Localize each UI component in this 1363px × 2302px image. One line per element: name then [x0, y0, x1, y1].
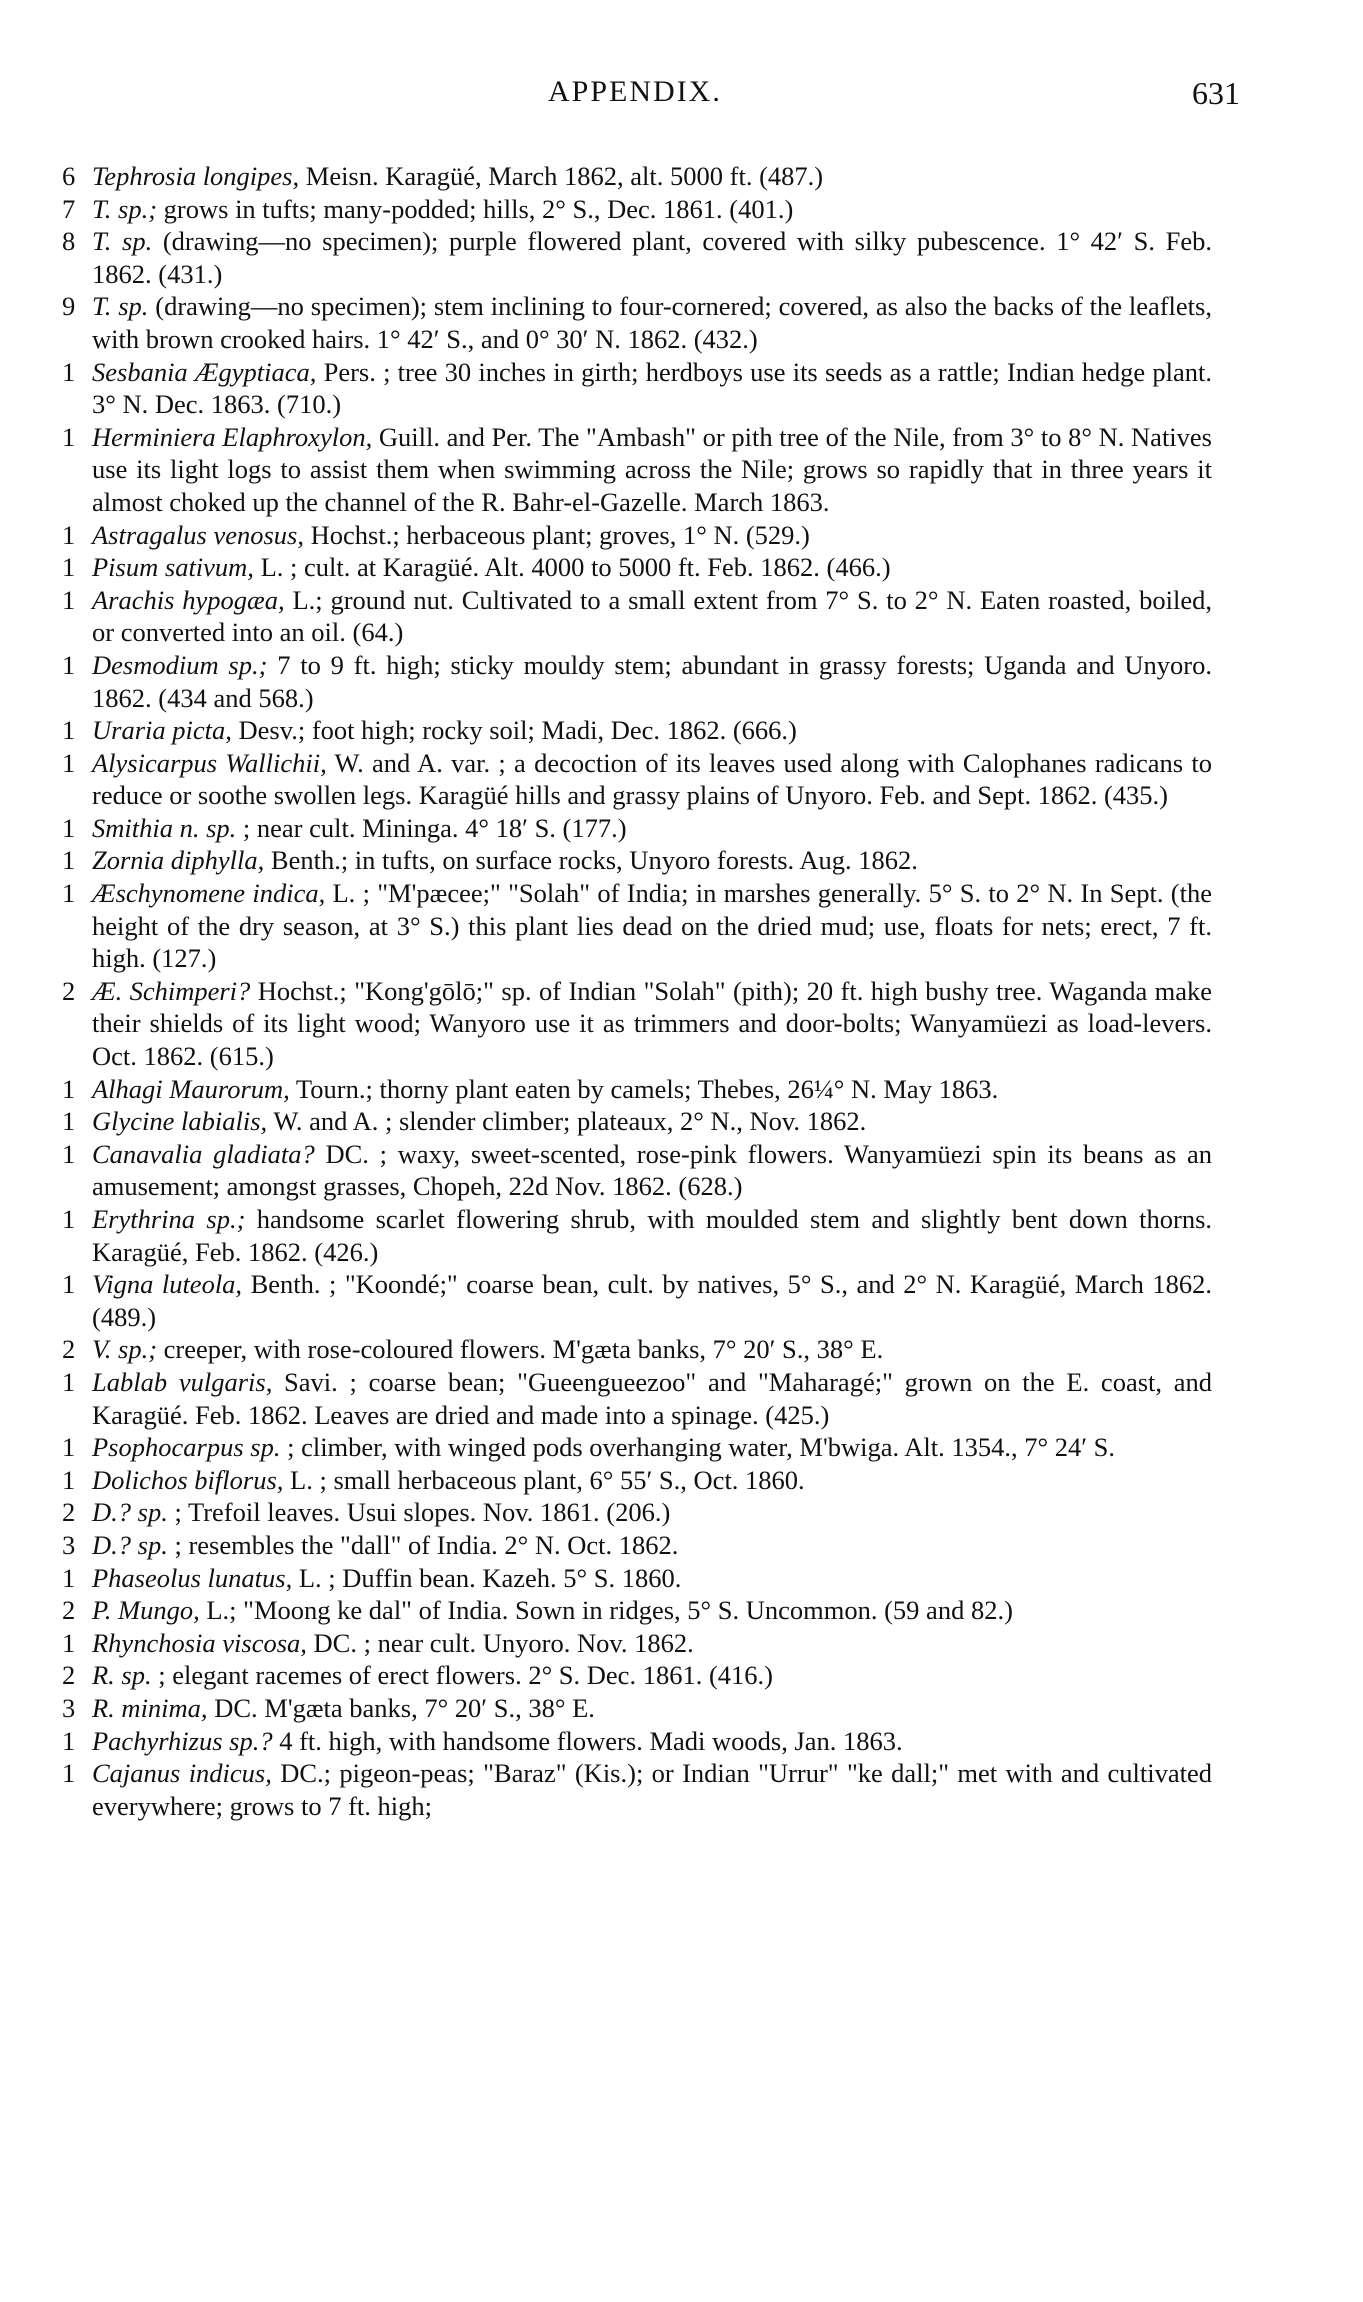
list-item [62, 1333, 1212, 1366]
list-item [62, 1757, 1212, 1822]
entry-description: W. and A. var. ; a decoction of its leaves used along with Calophanes radicans to reduce or soothe swollen legs. Karagüé hills and grassy plains of Unyoro. Feb. and Sept. 1862. (435.) [92, 747, 1213, 811]
species-name: Smithia n. sp. [92, 812, 237, 843]
entry-number: 3 [62, 1692, 76, 1723]
entry-description: Guill. and Per. The "Ambash" or pith tree of the Nile, from 3° to 8° N. Natives use its light logs to assist them when swimming across the Nile; grows so rapidly that in three years it almost choked up the channel of the R. Bahr-el-Gazelle. March 1863. [92, 421, 1212, 517]
entry-description: L. ; cult. at Karagüé. Alt. 4000 to 5000 ft. Feb. 1862. (466.) [253, 552, 891, 583]
list-item [62, 1105, 1212, 1138]
entry-description: L. ; Duffin bean. Kazeh. 5° S. 1860. [292, 1562, 682, 1593]
species-name: P. Mungo, [92, 1595, 200, 1626]
entry-description: Hochst.; herbaceous plant; groves, 1° N. (529.) [304, 519, 810, 550]
list-item [62, 1431, 1212, 1464]
entry-number: 2 [62, 1660, 76, 1691]
page-header [0, 75, 1363, 115]
entry-description: ; resembles the "dall" of India. 2° N. Oct. 1862. [167, 1529, 679, 1560]
entry-number: 1 [62, 1106, 76, 1137]
running-head: APPENDIX. [548, 75, 722, 108]
list-item [62, 812, 1212, 845]
entry-number: 1 [62, 715, 76, 746]
entry-description: DC.; pigeon-peas; "Baraz" (Kis.); or Indian "Urrur" "ke dall;" met with and cultivated everywhere; grows to 7 ft. high; [92, 1758, 1212, 1821]
list-item [62, 877, 1212, 975]
entry-description: L.; ground nut. Cultivated to a small extent from 7° S. to 2° N. Eaten roasted, boiled, or converted into an oil. (64.) [92, 584, 1213, 648]
list-item [62, 551, 1212, 584]
entry-number: 1 [62, 1562, 76, 1593]
list-item [62, 193, 1212, 226]
species-name: Alhagi Maurorum, [92, 1073, 290, 1104]
entry-number: 1 [62, 1269, 76, 1300]
entry-number: 6 [62, 161, 76, 191]
list-item [62, 1562, 1212, 1595]
entry-description: L.; "Moong ke dal" of India. Sown in ridges, 5° S. Uncommon. (59 and 82.) [199, 1595, 1013, 1626]
entry-description: Tourn.; thorny plant eaten by camels; Thebes, 26¼° N. May 1863. [289, 1073, 999, 1104]
entry-description: handsome scarlet flowering shrub, with moulded stem and slightly bent down thorns. Karagüé, Feb. 1862. (426.) [92, 1204, 1213, 1267]
entry-description: W. and A. ; slender climber; plateaux, 2° N., Nov. 1862. [267, 1106, 867, 1137]
list-item [62, 1725, 1212, 1758]
entry-number: 1 [62, 1627, 76, 1658]
list-item [62, 747, 1212, 812]
entry-description: Hochst.; "Kong'gōlō;" sp. of Indian "Solah" (pith); 20 ft. high bushy tree. Waganda make their shields of its light wood; Wanyoro use it as trimmers and door-bolts; Wanyamüezi as load-levers. Oct. 1862. (615.) [92, 975, 1213, 1072]
species-name: R. sp. [92, 1660, 152, 1691]
list-item [62, 1203, 1212, 1268]
entry-description: (drawing—no specimen); purple flowered plant, covered with silky pubescence. 1° 42′ S. Feb. 1862. (431.) [92, 226, 1212, 289]
entry-description: DC. ; near cult. Unyoro. Nov. 1862. [306, 1627, 694, 1658]
species-name: Erythrina sp.; [92, 1204, 246, 1234]
list-item [62, 1692, 1212, 1725]
list-item [62, 519, 1212, 552]
species-name: Æ. Schimperi? [92, 975, 251, 1006]
species-name: Desmodium sp.; [92, 649, 268, 680]
entry-number: 2 [62, 1595, 76, 1626]
list-item [62, 1659, 1212, 1692]
entry-description: Meisn. Karagüé, March 1862, alt. 5000 ft. (487.) [299, 161, 824, 191]
entry-number: 1 [62, 1073, 76, 1104]
entry-description: 7 to 9 ft. high; sticky mouldy stem; abundant in grassy forests; Uganda and Unyoro. 1862. (434 and 568.) [92, 649, 1212, 713]
species-name: Dolichos biflorus, [92, 1464, 284, 1495]
list-item [62, 584, 1212, 649]
list-item [62, 290, 1212, 355]
species-name: D.? sp. [92, 1529, 168, 1560]
entry-number: 1 [62, 1366, 76, 1397]
list-item [62, 160, 1212, 193]
species-name: Herminiera Elaphroxylon, [92, 421, 373, 452]
entry-number: 9 [62, 291, 76, 322]
entry-description: L. ; "M'pæcee;" "Solah" of India; in marshes generally. 5° S. to 2° N. In Sept. (the height of the dry season, at 3° S.) this plant lies dead on the dried mud; use, floats for nets; erect, 7 ft. high. (127.) [92, 878, 1212, 974]
entry-number: 1 [62, 878, 76, 909]
species-name: Cajanus indicus, [92, 1758, 272, 1789]
species-name: V. sp.; [92, 1334, 158, 1365]
entry-number: 1 [62, 812, 76, 843]
list-item [62, 1627, 1212, 1660]
list-item [62, 844, 1212, 877]
entry-number: 3 [62, 1529, 76, 1560]
entry-description: Pers. ; tree 30 inches in girth; herdboys use its seeds as a rattle; Indian hedge plant. 3° N. Dec. 1863. (710.) [92, 356, 1212, 420]
entry-description: ; elegant racemes of erect flowers. 2° S. Dec. 1861. (416.) [151, 1660, 773, 1691]
species-name: Pachyrhizus sp.? [92, 1725, 273, 1756]
entry-description: Benth.; in tufts, on surface rocks, Unyoro forests. Aug. 1862. [264, 845, 918, 876]
list-item [62, 1529, 1212, 1562]
entry-description: (drawing—no specimen); stem inclining to four-cornered; covered, as also the backs of the leaflets, with brown crooked hairs. 1° 42′ S., and 0° 30′ N. 1862. (432.) [92, 291, 1212, 354]
plant-list [62, 160, 1212, 1822]
species-name: T. sp. [92, 291, 149, 322]
page-number: 631 [1192, 75, 1240, 111]
entry-number: 1 [62, 519, 76, 550]
entry-number: 1 [62, 1432, 76, 1463]
entry-number: 1 [62, 845, 76, 876]
species-name: Phaseolus lunatus, [92, 1562, 293, 1593]
entry-number: 1 [62, 1204, 76, 1234]
species-name: Glycine labialis, [92, 1106, 268, 1137]
entry-description: ; climber, with winged pods overhanging water, M'bwiga. Alt. 1354., 7° 24′ S. [280, 1432, 1116, 1463]
entry-number: 8 [62, 226, 76, 257]
entry-description: L. ; small herbaceous plant, 6° 55′ S., Oct. 1860. [283, 1464, 805, 1495]
species-name: Astragalus venosus, [92, 519, 304, 550]
entry-number: 7 [62, 193, 76, 224]
list-item [62, 1594, 1212, 1627]
species-name: T. sp. [92, 226, 153, 257]
entry-number: 1 [62, 1464, 76, 1495]
list-item [62, 649, 1212, 714]
entry-description: creeper, with rose-coloured flowers. M'gæta banks, 7° 20′ S., 38° E. [157, 1334, 884, 1365]
species-name: D.? sp. [92, 1497, 168, 1528]
entry-number: 1 [62, 356, 76, 387]
entry-number: 1 [62, 1725, 76, 1756]
species-name: Lablab vulgaris, [92, 1366, 273, 1397]
entry-number: 1 [62, 649, 76, 680]
list-item [62, 975, 1212, 1073]
entry-description: DC. ; waxy, sweet-scented, rose-pink flowers. Wanyamüezi spin its beans as an amusement; amongst grasses, Chopeh, 22d Nov. 1862. (628.) [92, 1138, 1213, 1202]
list-item [62, 1073, 1212, 1106]
entry-number: 2 [62, 1497, 76, 1528]
entry-description: Benth. ; "Koondé;" coarse bean, cult. by natives, 5° S., and 2° N. Karagüé, March 1862. (489.) [92, 1269, 1212, 1332]
entry-description: Desv.; foot high; rocky soil; Madi, Dec. 1862. (666.) [231, 715, 797, 746]
list-item [62, 714, 1212, 747]
entry-description: DC. M'gæta banks, 7° 20′ S., 38° E. [207, 1692, 595, 1723]
entry-number: 1 [62, 584, 76, 615]
species-name: Sesbania Ægyptiaca, [92, 356, 317, 387]
species-name: Uraria picta, [92, 715, 232, 746]
species-name: Æschynomene indica, [92, 878, 326, 909]
list-item [62, 225, 1212, 290]
list-item [62, 1496, 1212, 1529]
list-item [62, 1464, 1212, 1497]
entry-number: 2 [62, 975, 76, 1006]
list-item [62, 1138, 1212, 1203]
species-name: Psophocarpus sp. [92, 1432, 281, 1463]
entry-number: 1 [62, 421, 76, 452]
entry-description: Savi. ; coarse bean; "Gueengueezoo" and "Maharagé;" grown on the E. coast, and Karagüé. Feb. 1862. Leaves are dried and made into a spinage. (425.) [92, 1366, 1213, 1430]
species-name: Alysicarpus Wallichii, [92, 747, 327, 778]
species-name: Arachis hypogæa, [92, 584, 285, 615]
species-name: Canavalia gladiata? [92, 1138, 315, 1169]
species-name: R. minima, [92, 1692, 208, 1723]
entry-description: ; near cult. Mininga. 4° 18′ S. (177.) [236, 812, 627, 843]
species-name: Rhynchosia viscosa, [92, 1627, 307, 1658]
entry-number: 1 [62, 552, 76, 583]
entry-number: 1 [62, 1138, 76, 1169]
entry-description: ; Trefoil leaves. Usui slopes. Nov. 1861. (206.) [167, 1497, 671, 1528]
entry-number: 2 [62, 1334, 76, 1365]
list-item [62, 356, 1212, 421]
species-name: Zornia diphylla, [92, 845, 265, 876]
entry-description: grows in tufts; many-podded; hills, 2° S., Dec. 1861. (401.) [157, 193, 794, 224]
list-item [62, 421, 1212, 519]
entry-description: 4 ft. high, with handsome flowers. Madi woods, Jan. 1863. [272, 1725, 903, 1756]
list-item [62, 1268, 1212, 1333]
list-item [62, 1366, 1212, 1431]
species-name: Pisum sativum, [92, 552, 254, 583]
species-name: Tephrosia longipes, [92, 161, 300, 191]
entry-number: 1 [62, 747, 76, 778]
species-name: T. sp.; [92, 193, 158, 224]
species-name: Vigna luteola, [92, 1269, 243, 1300]
entry-number: 1 [62, 1758, 76, 1789]
